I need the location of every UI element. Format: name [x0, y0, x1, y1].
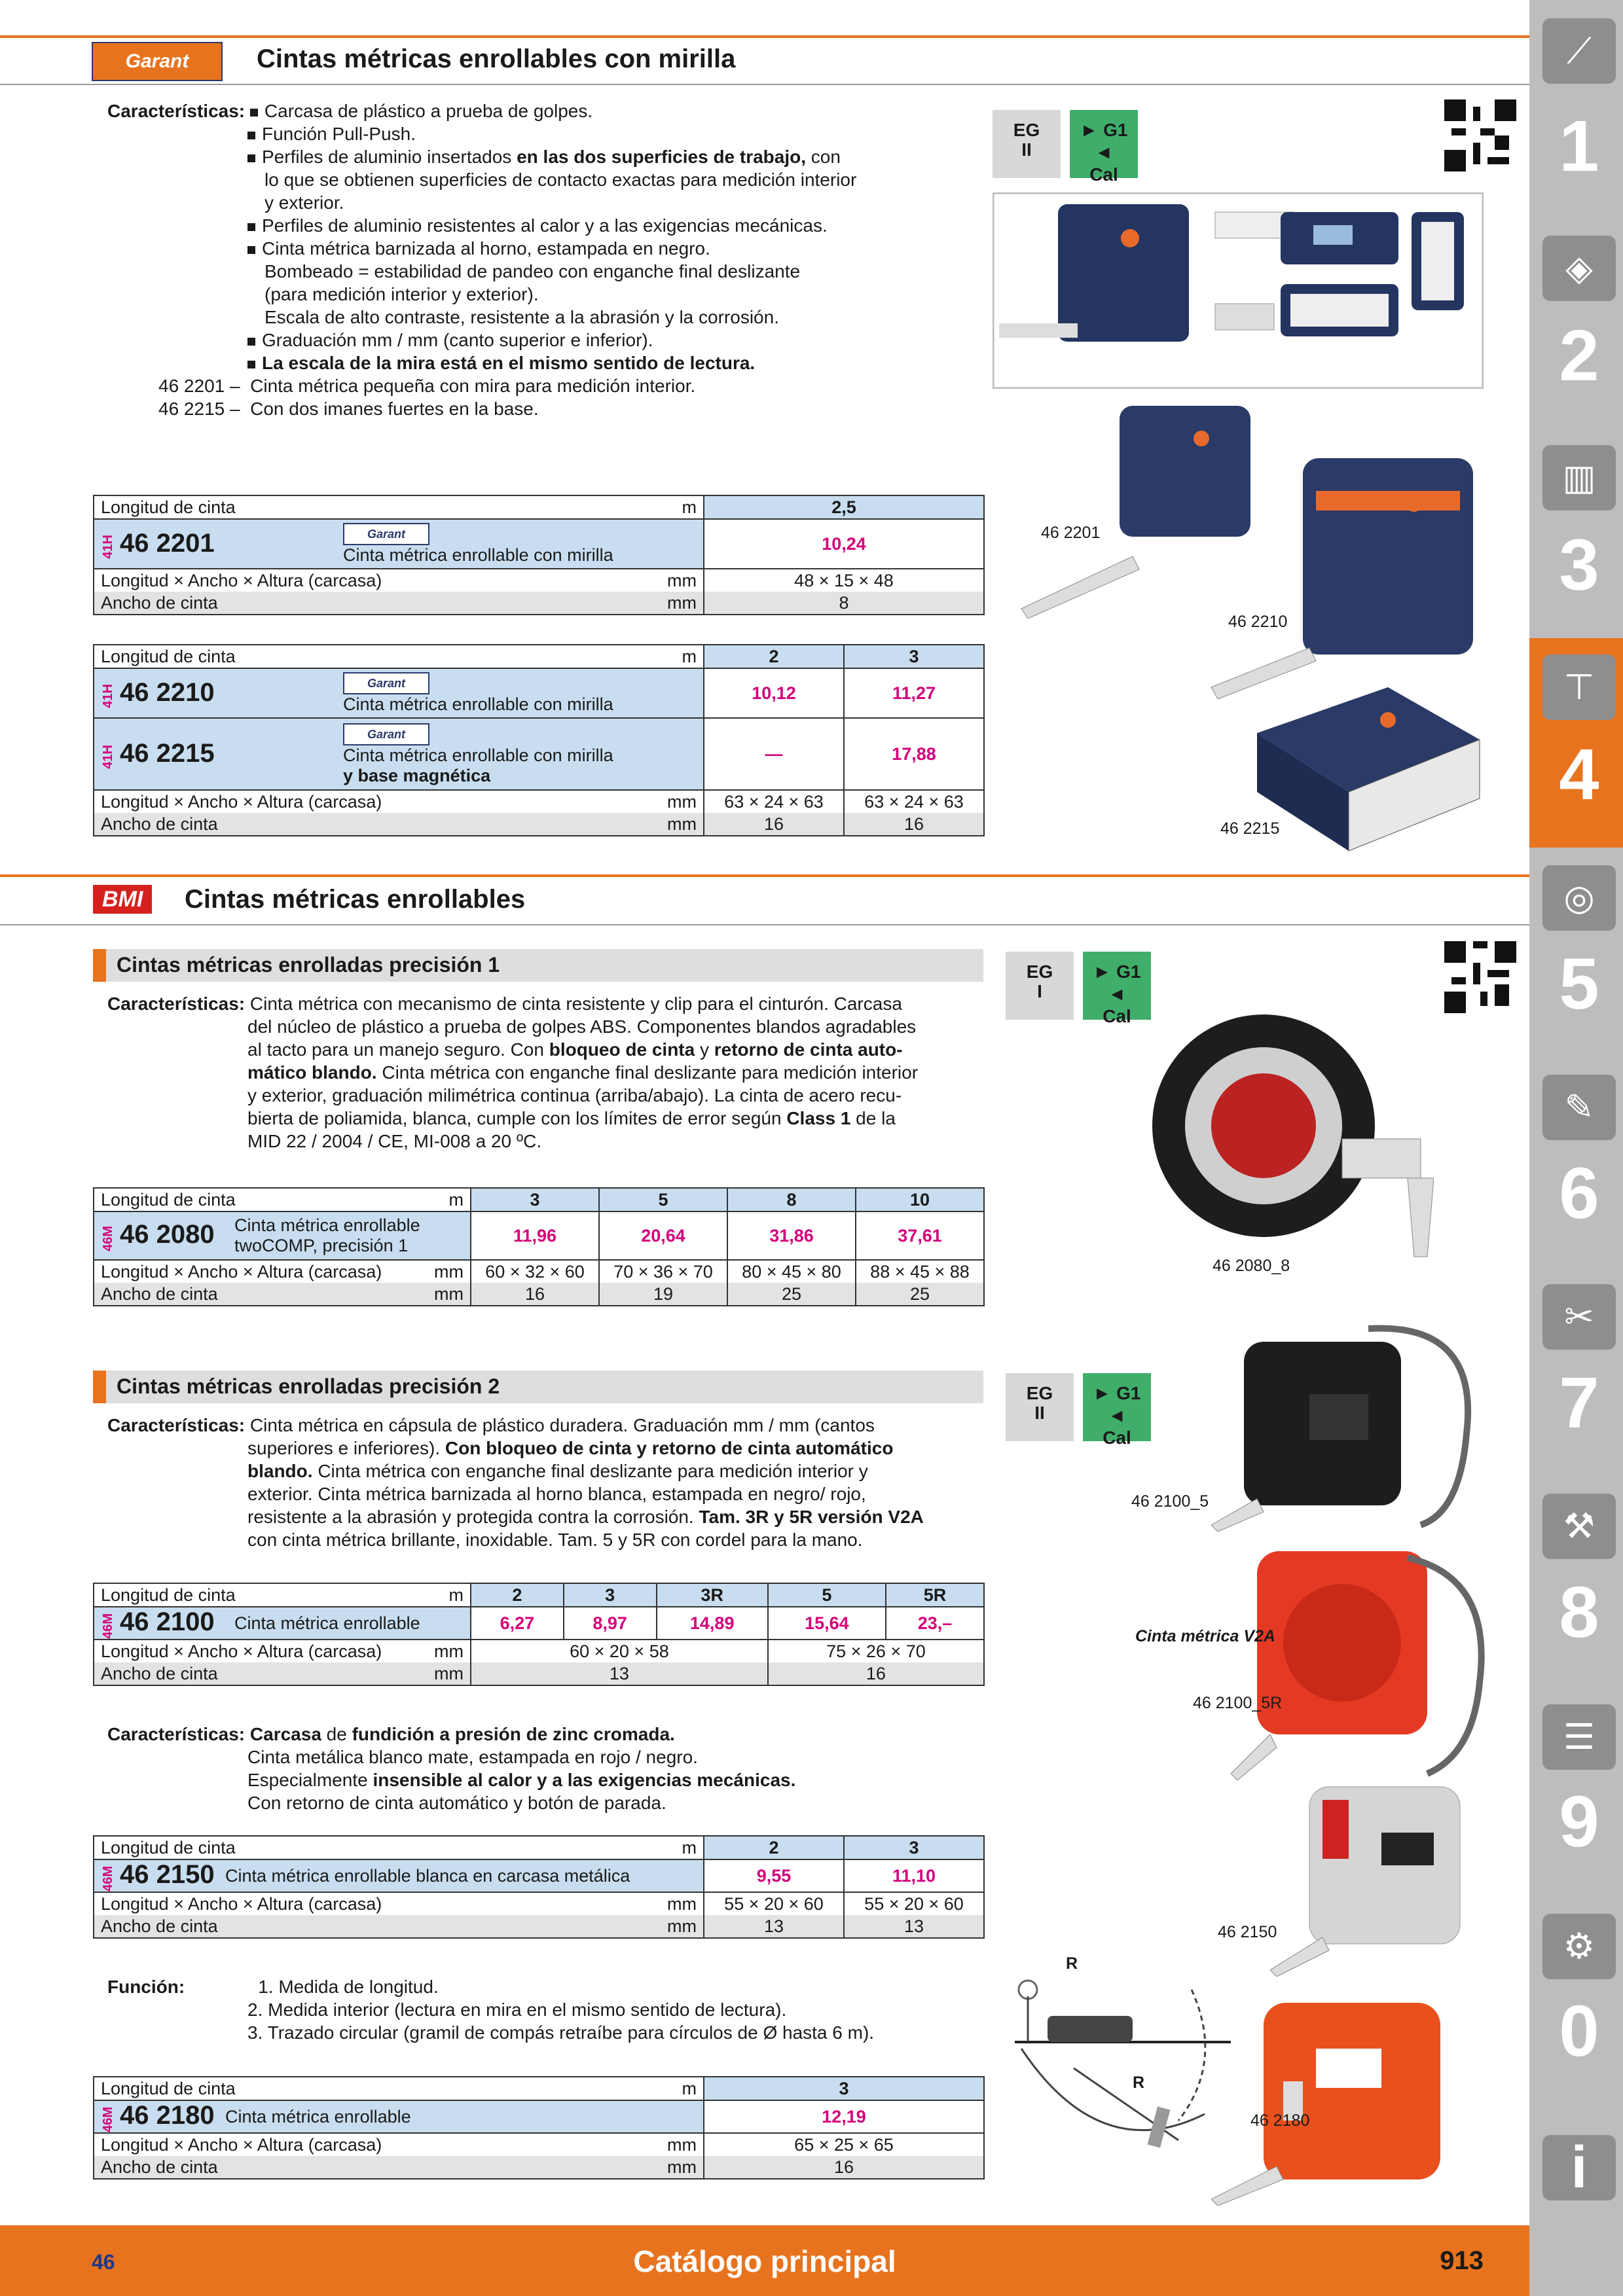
insert-cutter-icon[interactable]: ◈ [1542, 236, 1616, 301]
chapter-tab-0[interactable]: 0 [1559, 1991, 1599, 2072]
features-block: Características: Cinta métrica en cápsula de plástico duradera. Graduación mm / mm (cantos superiores e inferiores). Con bloqueo de cinta y retorno de cinta automático blando. Cinta métrica con enganche final deslizante para medición interior y exterior. Cinta métrica barnizada al horno blanca, estampada en negro/ rojo, resistente a la abrasión y protegida contra la corrosión. Tam. 3R y 5R versión V2A con cinta métrica brillante, inoxidable. Tam. 5 y 5R con cordel para la mano. [107, 1415, 924, 1550]
chapter-tab-3[interactable]: 3 [1559, 525, 1599, 605]
image-label: 46 2215 [1220, 819, 1280, 838]
features-block: Características: Cinta métrica con mecanismo de cinta resistente y clip para el cinturón. Carcasa del núcleo de plástico a prueba de golpes ABS. Componentes blandos agradables al tacto para un manejo seguro. Con bloqueo de cinta y retorno de cinta auto- mático blando. Cinta métrica con enganche final deslizante para medición interior y exterior, graduación milimétrica continua (arriba/abajo). La cinta de acero recu- bierta de poliamida, blanca, cumple con los límites de error según Class 1 de la MID 22 / 2004 / CE, MI-008 a 20 ºC. [107, 994, 919, 1151]
chapter-tab-7[interactable]: 7 [1559, 1363, 1599, 1443]
table-row: 46M 46 2150 Cinta métrica enrollable blanca en carcasa metálica 9,55 11,10 [94, 1859, 984, 1892]
table-row: 46M 46 2180 Cinta métrica enrollable 12,19 [94, 2100, 984, 2133]
table-46-2080: Longitud de cinta m 3 5 8 10 46M 46 2080 Cinta métrica enrollable twoCOMP, precisión 1 11,96 20,64 31,86 37,61 Longitud × Ancho × Altura (carcasa) mm 60 × 32 × 60 70 × 36 × 70 80 × 45 × 80 88 × 45 × 88 Ancho de cinta mm 16 19 25 25 [93, 1187, 985, 1306]
page-footer [0, 2225, 1529, 2296]
tape-measure-photo-462100-5r [1231, 1538, 1493, 1780]
table-46-2210-2215: Longitud de cinta m 2 3 41H 46 2210 Garant Cinta métrica enrollable con mirilla 10,12 11,27 41H 46 2215 Garant Cinta métrica enrollable con mirilla y base magnética — 17,88 Longitud × Ancho × Altura (carcasa) mm 63 × 24 × 63 63 × 24 × 63 Ancho de cinta mm 16 16 [93, 644, 985, 836]
features-block: Características: Carcasa de fundición a presión de zinc cromada. Cinta metálica blanco mate, estampada en rojo / negro. Especialmente insensible al calor y a las exigencias mecánicas. Con retorno de cinta automático y botón de parada. [107, 1724, 796, 1813]
qr-code [1444, 99, 1516, 171]
table-46-2180: Longitud de cinta m 3 46M 46 2180 Cinta métrica enrollable 12,19 Longitud × Ancho × Altura (carcasa) mm 65 × 25 × 65 Ancho de cinta mm 16 [93, 2076, 985, 2179]
info-tab[interactable]: i [1542, 2135, 1616, 2200]
function-block: Función: 1. Medida de longitud. 2. Medida interior (lectura en mira en el mismo sentido de lectura). 3. Trazado circular (gramil de compás retraíbe para círculos de Ø hasta 6 m). [107, 1977, 875, 2043]
chapter-tab-8[interactable]: 8 [1559, 1572, 1599, 1653]
chapter-tab-2[interactable]: 2 [1559, 315, 1599, 396]
qr-code [1444, 941, 1516, 1013]
page-number: 913 [1440, 2246, 1484, 2275]
bmi-logo: BMI [93, 885, 152, 914]
tape-measure-photo-462150 [1270, 1780, 1473, 1977]
tape-measure-photo-462180 [1211, 1990, 1473, 2206]
eg-badge: EG I [1006, 952, 1074, 1020]
toolbox-icon[interactable]: ⚒ [1542, 1494, 1616, 1559]
drill-icon[interactable]: ⟋ [1542, 18, 1616, 84]
image-label: 46 2201 [1041, 524, 1101, 542]
chapter-tab-9[interactable]: 9 [1559, 1782, 1599, 1862]
table-46-2150: Longitud de cinta m 2 3 46M 46 2150 Cinta métrica enrollable blanca en carcasa metálica 9,55 11,10 Longitud × Ancho × Altura (carcasa) mm 55 × 20 × 60 55 × 20 × 60 Ancho de cinta mm 13 13 [93, 1835, 985, 1939]
section-title: Cintas métricas enrollables [185, 885, 526, 914]
table-46-2100: Longitud de cinta m 2 3 3R 5 5R 46M 46 2100 Cinta métrica enrollable 6,27 8,97 14,89 15,64 23,– Longitud × Ancho × Altura (carcasa) mm 60 × 20 × 58 75 × 26 × 70 Ancho de cinta mm 13 16 [93, 1583, 985, 1686]
chapter-tab-5[interactable]: 5 [1559, 944, 1599, 1024]
tape-measure-photo-462210 [1205, 452, 1480, 700]
product-detail-image [993, 192, 1484, 389]
table-row: 46M 46 2100 Cinta métrica enrollable 6,27 8,97 14,89 15,64 23,– [94, 1607, 984, 1640]
chapter-tab-4[interactable]: 4 [1559, 734, 1599, 815]
image-label: 46 2210 [1228, 613, 1288, 631]
caliper-icon[interactable]: ⊤ [1542, 655, 1616, 720]
chapter-page-number: 46 [92, 2250, 115, 2274]
safety-glasses-icon[interactable]: ⚙ [1542, 1914, 1616, 1979]
image-label: 46 2150 [1218, 1923, 1277, 1941]
wrench-icon[interactable]: ✎ [1542, 1075, 1616, 1140]
image-label: 46 2100_5 [1131, 1492, 1209, 1511]
image-label: 46 2100_5R [1193, 1694, 1283, 1712]
garant-logo: Garant [92, 42, 223, 81]
catalog-title: Catálogo principal [633, 2244, 896, 2278]
cabinet-icon[interactable]: ☰ [1542, 1704, 1616, 1770]
pliers-icon[interactable]: ✂ [1542, 1284, 1616, 1350]
table-row: 41H 46 2201 Garant Cinta métrica enrollable con mirilla 10,24 [94, 519, 984, 569]
diagram-label-r: R [1133, 2073, 1145, 2092]
g1-cal-badge: ► G1 ◄ Cal [1070, 110, 1138, 178]
diagram-label-r: R [1066, 1954, 1078, 1973]
features-block: Características: Carcasa de plástico a prueba de golpes. Función Pull-Push. Perfiles de aluminio insertados en las dos superficies de trabajo, con lo que se obtienen superficies de contacto exactas para medición interior y exterior. Perfiles de aluminio resistentes al calor y a las exigencias mecánicas. Cinta métrica barnizada al horno, estampada en negro. Bombeado = estabilidad de pandeo con enganche final deslizante (para medición interior y exterior). Escala de alto contraste, resistente a la abrasión y la corrosión. Graduación mm / mm (canto superior e inferior). La escala de la mira está en el mismo sentido de lectura. 46 2201 – Cinta métrica pequeña con mira para medición interior. 46 2215 – Con dos imanes fuertes en la base. [107, 101, 857, 419]
chapter-tab-1[interactable]: 1 [1559, 106, 1599, 187]
eg-badge: EG II [1006, 1373, 1074, 1441]
tool-holder-icon[interactable]: ▥ [1542, 445, 1616, 511]
section-title: Cintas métricas enrollables con mirilla [257, 45, 736, 73]
table-46-2201: Longitud de cinta m 2,5 41H 46 2201 Garant Cinta métrica enrollable con mirilla 10,24 Longitud × Ancho × Altura (carcasa) mm 48 × 15 × 48 Ancho de cinta mm 8 [93, 495, 985, 615]
g1-cal-badge: ► G1 ◄ Cal [1083, 952, 1151, 1020]
table-row: 41H 46 2210 Garant Cinta métrica enrollable con mirilla 10,12 11,27 [94, 668, 984, 718]
function-diagram [1008, 1950, 1244, 2160]
table-row: 46M 46 2080 Cinta métrica enrollable twoCOMP, precisión 1 11,96 20,64 31,86 37,61 [94, 1211, 984, 1260]
subsection-header: Cintas métricas enrolladas precisión 2 [93, 1371, 983, 1403]
tape-measure-photo-462100-5 [1205, 1316, 1480, 1532]
image-label: Cinta métrica V2A [1135, 1627, 1275, 1645]
image-label: 46 2180 [1250, 2111, 1310, 2130]
saw-blade-icon[interactable]: ◎ [1542, 865, 1616, 931]
table-row: 41H 46 2215 Garant Cinta métrica enrollable con mirilla y base magnética — 17,88 [94, 718, 984, 790]
tape-measure-photo-462080 [1133, 1008, 1434, 1270]
g1-cal-badge: ► G1 ◄ Cal [1083, 1373, 1151, 1441]
eg-badge: EG II [993, 110, 1061, 178]
chapter-tab-6[interactable]: 6 [1559, 1153, 1599, 1234]
image-label: 46 2080_8 [1213, 1257, 1290, 1275]
subsection-header: Cintas métricas enrolladas precisión 1 [93, 949, 983, 982]
garant-mini-logo: Garant [343, 523, 429, 545]
